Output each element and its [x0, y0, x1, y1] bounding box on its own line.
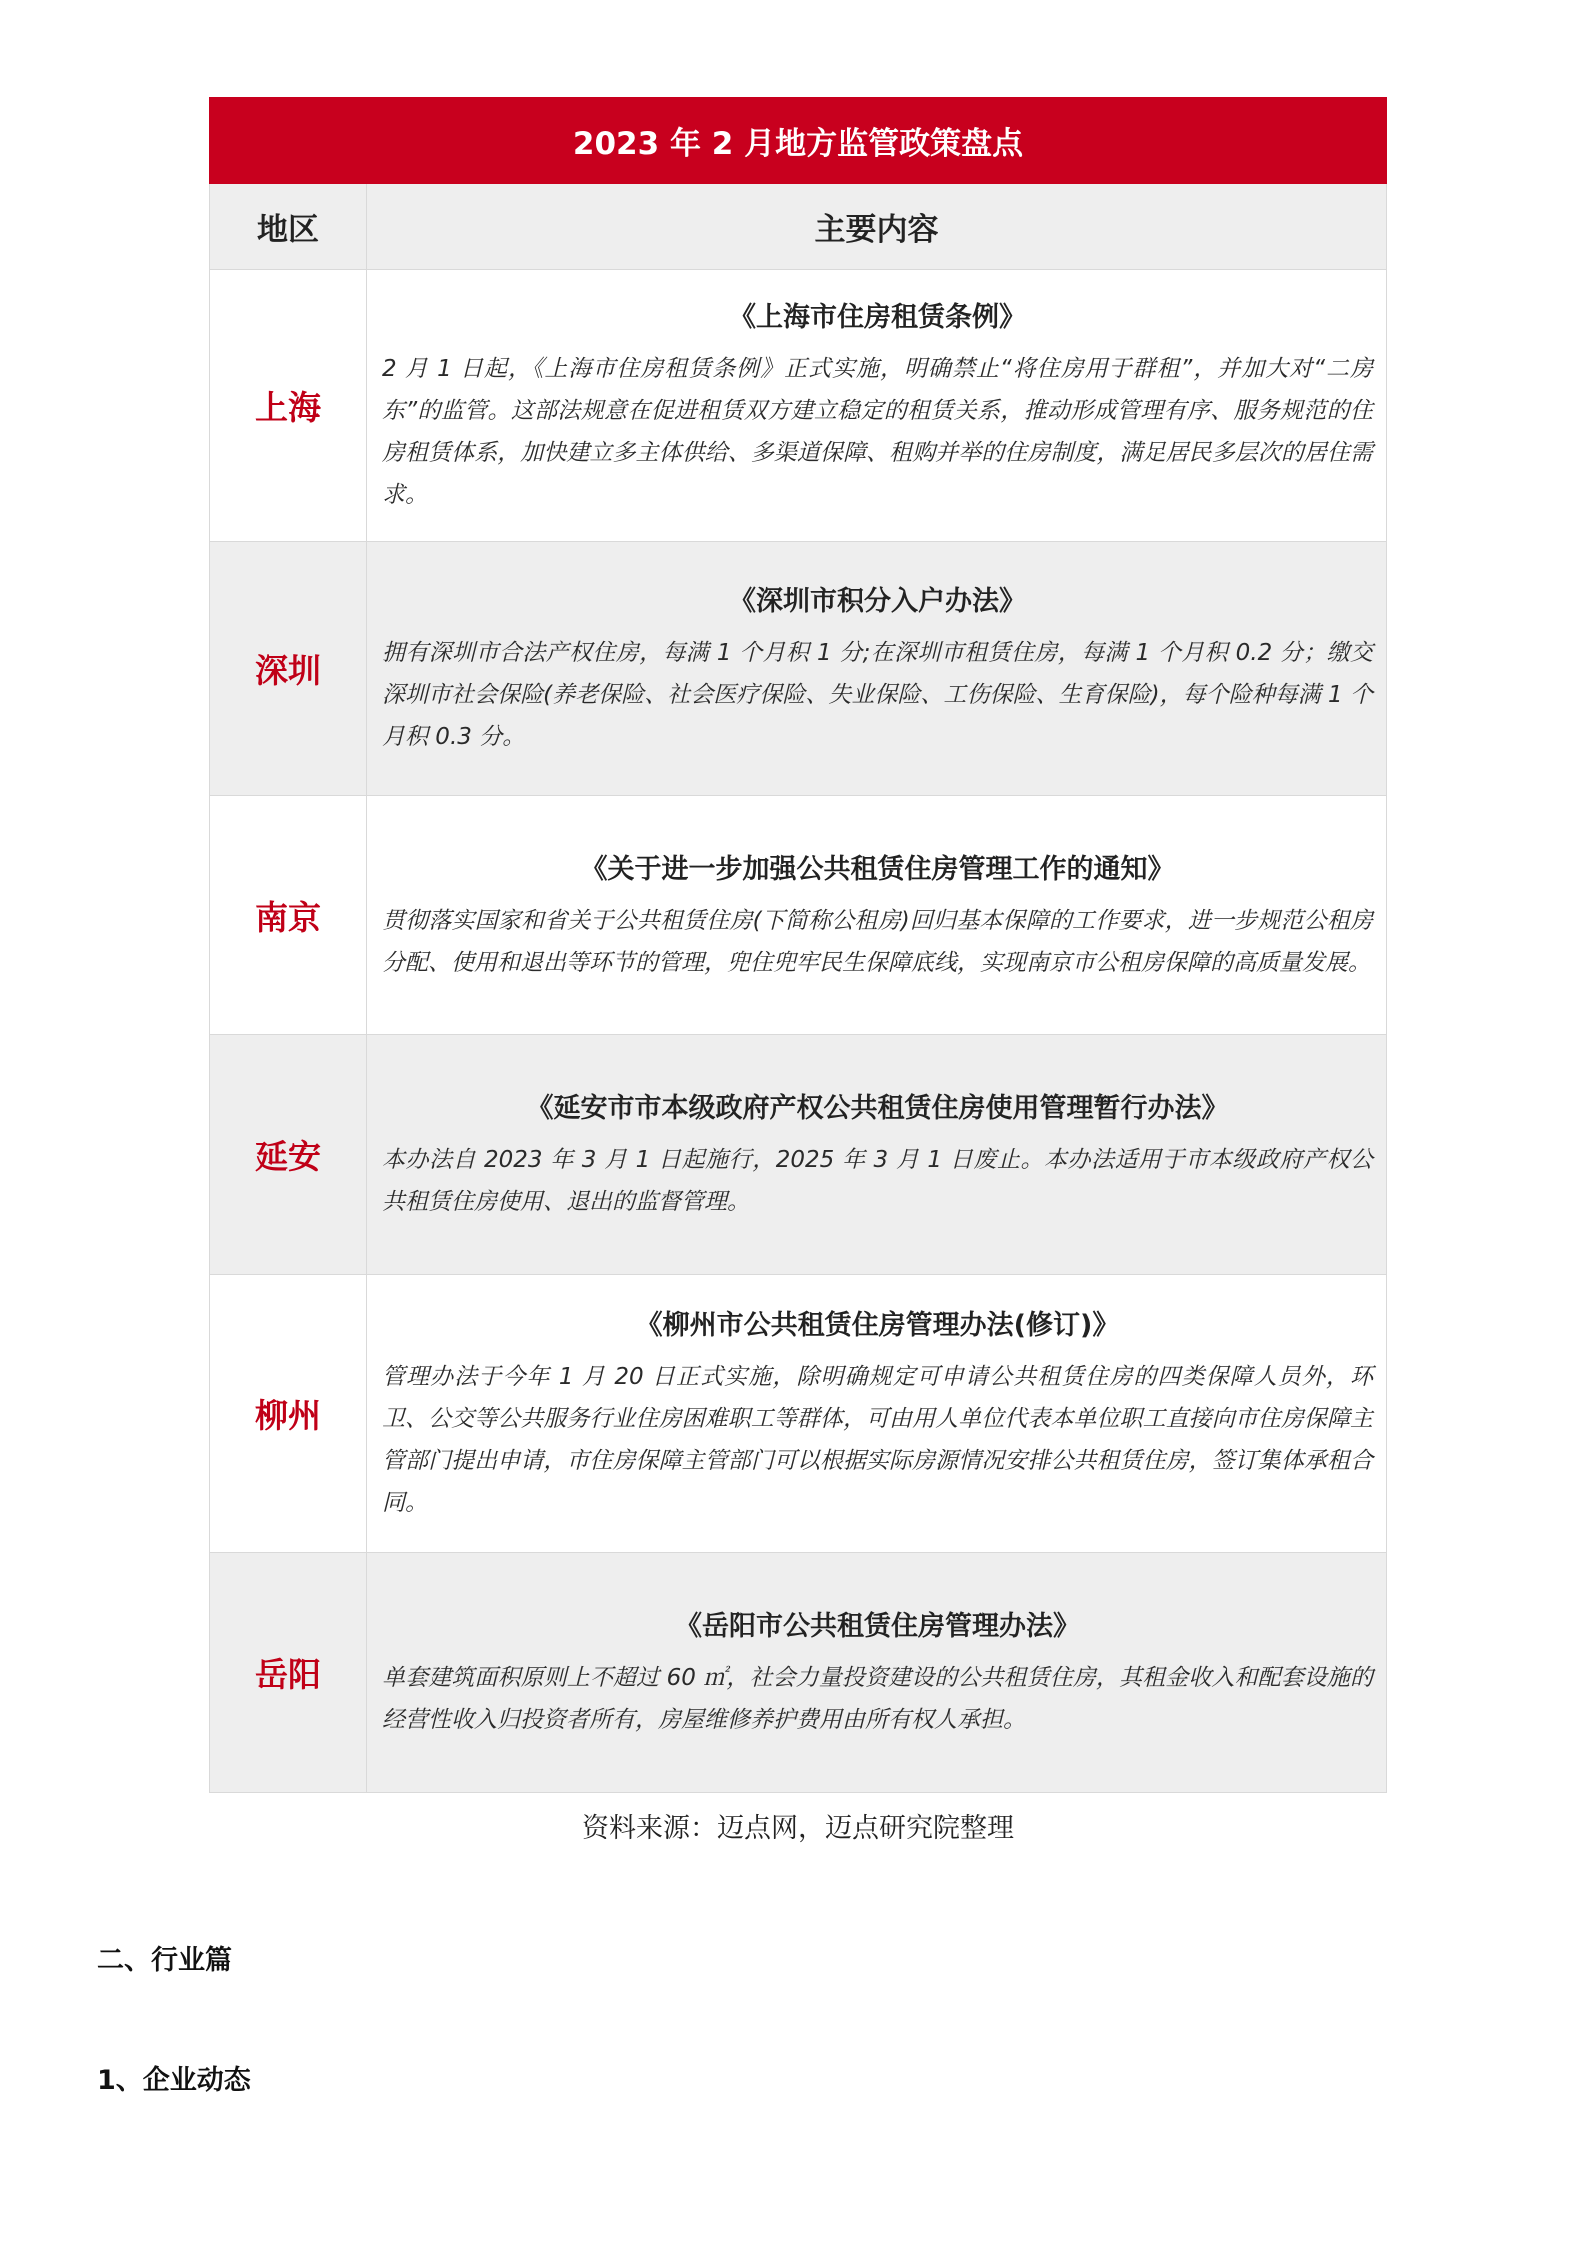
table-row	[210, 1553, 1387, 1793]
table-row	[210, 542, 1387, 796]
region-nanjing: 南京	[210, 796, 367, 1035]
policy-name: 《深圳市积分入户办法》	[729, 586, 1026, 617]
policy-detail: 贯彻落实国家和省关于公共租赁住房(下简称公租房)回归基本保障的工作要求，进一步规范公租房分配、使用和退出等环节的管理，兜住兜牢民生保障底线，实现南京市公租房保障的高质量发展。	[382, 907, 1373, 976]
table-row	[210, 796, 1387, 1035]
region-yanan: 延安	[210, 1035, 367, 1275]
region-shanghai: 上海	[210, 270, 367, 542]
table-row	[210, 1275, 1387, 1553]
policy-detail: 单套建筑面积原则上不超过 60 ㎡，社会力量投资建设的公共租赁住房，其租金收入和配套设施的经营性收入归投资者所有，房屋维修养护费用由所有权人承担。	[382, 1665, 1373, 1733]
policy-name: 《柳州市公共租赁住房管理办法(修订)》	[635, 1310, 1120, 1341]
policy-detail: 本办法自 2023 年 3 月 1 日起施行，2025 年 3 月 1 日废止。本办法适用于市本级政府产权公共租赁住房使用、退出的监督管理。	[382, 1147, 1373, 1215]
section-heading: 二、行业篇	[97, 1945, 232, 1976]
policy-detail: 管理办法于今年 1 月 20 日正式实施，除明确规定可申请公共租赁住房的四类保障人员外，环卫、公交等公共服务行业住房困难职工等群体，可由用人单位代表本单位职工直接向市住房保障主管部门提出申请，市住房保障主管部门可以根据实际房源情况安排公共租赁住房，签订集体承租合同。	[382, 1364, 1373, 1516]
content-cell	[367, 1035, 1387, 1275]
table-header-row	[210, 184, 1387, 270]
policy-detail: 拥有深圳市合法产权住房，每满 1 个月积 1 分;在深圳市租赁住房，每满 1 个月积 0.2 分；缴交深圳市社会保险(养老保险、社会医疗保险、失业保险、工伤保险、生育保险)，每个险种每满 1 个月积 0.3 分。	[382, 640, 1373, 750]
content-cell	[367, 1553, 1387, 1793]
policy-name: 《上海市住房租赁条例》	[729, 302, 1026, 333]
column-header-content: 主要内容	[367, 184, 1387, 270]
table-title-row	[210, 98, 1387, 184]
table-title: 2023 年 2 月地方监管政策盘点	[210, 98, 1387, 184]
policy-name: 《岳阳市公共租赁住房管理办法》	[675, 1611, 1080, 1642]
source-note: 资料来源：迈点网，迈点研究院整理	[582, 1813, 1014, 1844]
content-cell	[367, 796, 1387, 1035]
content-cell	[367, 542, 1387, 796]
region-shenzhen: 深圳	[210, 542, 367, 796]
table-row	[210, 270, 1387, 542]
content-cell	[367, 270, 1387, 542]
table-row	[210, 1035, 1387, 1275]
policy-name: 《延安市市本级政府产权公共租赁住房使用管理暂行办法》	[526, 1093, 1229, 1124]
region-yueyang: 岳阳	[210, 1553, 367, 1793]
column-header-region: 地区	[210, 184, 367, 270]
content-cell	[367, 1275, 1387, 1553]
policy-name: 《关于进一步加强公共租赁住房管理工作的通知》	[580, 853, 1175, 885]
policy-detail: 2 月 1 日起，《上海市住房租赁条例》正式实施，明确禁止“将住房用于群租”，并加大对“二房东”的监管。这部法规意在促进租赁双方建立稳定的租赁关系，推动形成管理有序、服务规范的住房租赁体系，加快建立多主体供给、多渠道保障、租购并举的住房制度，满足居民多层次的居住需求。	[382, 356, 1373, 508]
subsection-heading: 1、企业动态	[97, 2065, 251, 2096]
policy-table	[209, 97, 1387, 1793]
region-liuzhou: 柳州	[210, 1275, 367, 1553]
